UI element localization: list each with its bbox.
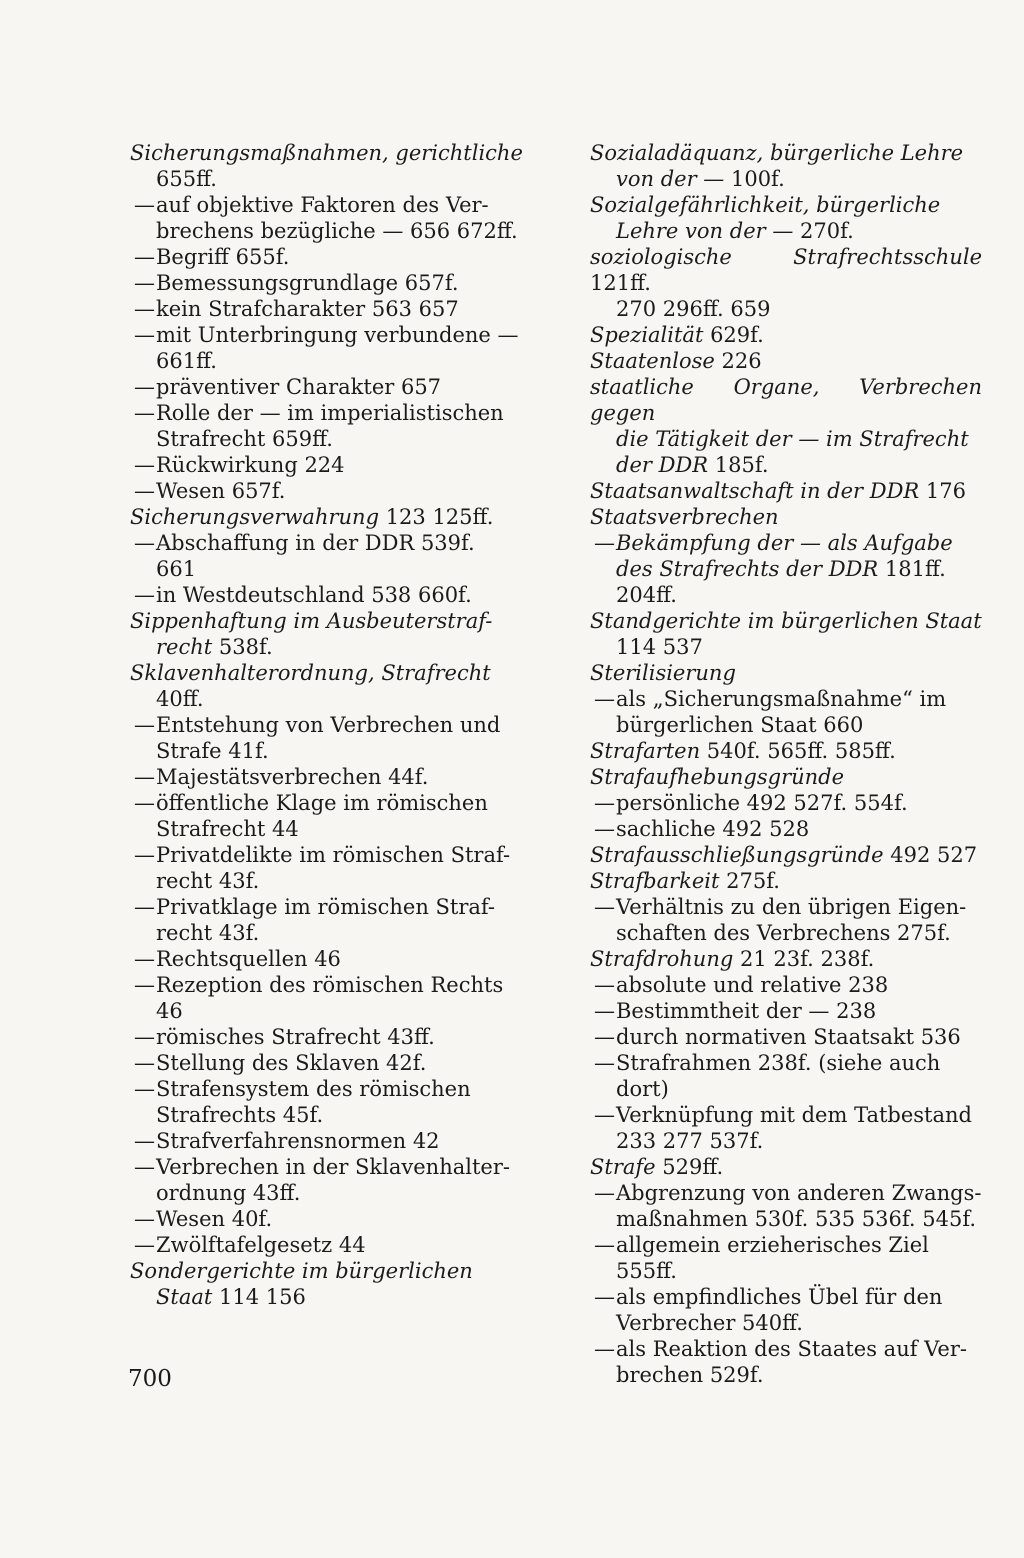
index-line <box>590 426 982 452</box>
index-line: Strafrecht 659ff. <box>156 427 333 451</box>
subentry-text: mit Unterbringung verbundene — <box>156 323 519 347</box>
dash-marker: — <box>134 843 155 867</box>
index-line <box>130 1076 525 1102</box>
index-line <box>130 296 525 322</box>
index-line <box>130 478 525 504</box>
subentry-text: sachliche 492 528 <box>616 817 810 841</box>
dash-marker: — <box>134 193 155 217</box>
index-line <box>590 972 982 998</box>
dash-marker: — <box>594 895 615 919</box>
subentry-text: Bestimmtheit der — 238 <box>616 999 877 1023</box>
index-line <box>590 504 982 530</box>
page-number: 700 <box>128 1366 172 1392</box>
subentry-text: Bemessungsgrundlage 657f. <box>156 271 459 295</box>
subentry-text: Zwölftafelgesetz 44 <box>156 1233 366 1257</box>
index-line <box>590 374 982 426</box>
index-keyword: Sterilisierung <box>590 661 736 685</box>
index-line: 555ff. <box>616 1259 677 1283</box>
index-page-refs: 492 527 <box>883 843 978 867</box>
index-keyword: Sippenhaftung im Ausbeuterstraf- <box>130 609 493 633</box>
dash-marker: — <box>594 973 615 997</box>
index-line: brechens bezügliche — 656 672ff. <box>156 219 518 243</box>
index-line <box>590 1102 982 1128</box>
subentry-text: Rechtsquellen 46 <box>156 947 341 971</box>
subentry-text: Wesen 657f. <box>156 479 286 503</box>
index-keyword: von der — <box>616 167 725 191</box>
dash-marker: — <box>134 401 155 425</box>
index-line <box>130 530 525 556</box>
index-line <box>130 894 525 920</box>
index-keyword: Staatsverbrechen <box>590 505 779 529</box>
index-line <box>130 1206 525 1232</box>
index-line <box>130 452 525 478</box>
index-keyword: Strafe <box>590 1155 656 1179</box>
index-keyword: soziologische Strafrechtsschule <box>590 245 982 269</box>
dash-marker: — <box>134 1233 155 1257</box>
dash-marker: — <box>134 479 155 503</box>
index-line <box>590 556 982 582</box>
subentry-text: Majestätsverbrechen 44f. <box>156 765 429 789</box>
subentry-text: Strafrahmen 238f. (siehe auch <box>616 1051 941 1075</box>
subentry-text: römisches Strafrecht 43ff. <box>156 1025 435 1049</box>
dash-marker: — <box>134 297 155 321</box>
subentry-text: Rolle der — im imperialistischen <box>156 401 504 425</box>
index-keyword: Lehre von der — <box>616 219 794 243</box>
subentry-text: Verbrechen in der Sklavenhalter- <box>156 1155 510 1179</box>
index-keyword: Strafausschließungsgründe <box>590 843 884 867</box>
index-line <box>130 270 525 296</box>
dash-marker: — <box>134 947 155 971</box>
index-keyword: Staatenlose <box>590 349 715 373</box>
subentry-text: auf objektive Faktoren des Ver- <box>156 193 489 217</box>
index-keyword: Sondergerichte im bürgerlichen <box>130 1259 473 1283</box>
index-line <box>590 1284 982 1310</box>
index-line: 270 296ff. 659 <box>616 297 771 321</box>
subentry-text: allgemein erzieherisches Ziel <box>616 1233 929 1257</box>
index-keyword: Sicherungsmaßnahmen, gerichtliche <box>130 141 523 165</box>
index-keyword: des Strafrechts der DDR <box>616 557 879 581</box>
index-line <box>130 712 525 738</box>
index-line <box>130 504 525 530</box>
index-keyword: staatliche Organe, Verbrechen gegen <box>590 375 982 425</box>
index-page-refs: 629f. <box>703 323 764 347</box>
index-line: ordnung 43ff. <box>156 1181 301 1205</box>
dash-marker: — <box>134 895 155 919</box>
index-keyword: Sozialadäquanz, bürgerliche Lehre <box>590 141 964 165</box>
dash-marker: — <box>134 245 155 269</box>
index-page-refs: 529ff. <box>655 1155 724 1179</box>
index-line: Strafrecht 44 <box>156 817 299 841</box>
dash-marker: — <box>134 973 155 997</box>
subentry-text: öffentliche Klage im römischen <box>156 791 488 815</box>
dash-marker: — <box>594 1337 615 1361</box>
index-line <box>130 1024 525 1050</box>
index-keyword: recht <box>156 635 213 659</box>
index-line <box>130 582 525 608</box>
index-line <box>130 244 525 270</box>
subentry-text: Wesen 40f. <box>156 1207 273 1231</box>
index-line <box>590 816 982 842</box>
subentry-text: Strafverfahrensnormen 42 <box>156 1129 440 1153</box>
index-page-refs: 226 <box>714 349 762 373</box>
index-line: dort) <box>616 1077 669 1101</box>
dash-marker: — <box>134 453 155 477</box>
dash-marker: — <box>594 1233 615 1257</box>
index-line <box>130 1284 525 1310</box>
subentry-text: Abschaffung in der DDR 539f. <box>156 531 475 555</box>
index-line: 655ff. <box>156 167 217 191</box>
index-keyword: Sicherungsverwahrung <box>130 505 380 529</box>
index-line <box>590 894 982 920</box>
index-line <box>590 166 982 192</box>
index-keyword: Strafarten <box>590 739 701 763</box>
dash-marker: — <box>134 1129 155 1153</box>
index-page-refs: 538f. <box>212 635 273 659</box>
index-line <box>590 348 982 374</box>
subentry-text: absolute und relative 238 <box>616 973 889 997</box>
index-line <box>590 686 982 712</box>
index-line <box>130 842 525 868</box>
dash-marker: — <box>594 999 615 1023</box>
dash-marker: — <box>134 323 155 347</box>
index-line <box>130 192 525 218</box>
index-page-refs: 100f. <box>724 167 785 191</box>
index-line: 46 <box>156 999 183 1023</box>
index-line <box>590 192 982 218</box>
dash-marker: — <box>134 1051 155 1075</box>
subentry-text: als empfindliches Übel für den <box>616 1285 943 1309</box>
index-line <box>590 790 982 816</box>
subentry-text: kein Strafcharakter 563 657 <box>156 297 459 321</box>
index-page-refs: 540f. 565ff. 585ff. <box>700 739 896 763</box>
dash-marker: — <box>594 1285 615 1309</box>
dash-marker: — <box>594 791 615 815</box>
index-keyword: Sklavenhalterordnung, Strafrecht <box>130 661 491 685</box>
subentry-text: Stellung des Sklaven 42f. <box>156 1051 427 1075</box>
index-page-refs: 114 156 <box>212 1285 306 1309</box>
index-keyword: Spezialität <box>590 323 704 347</box>
index-line <box>590 842 982 868</box>
index-line: 661ff. <box>156 349 217 373</box>
subentry-text: Privatdelikte im römischen Straf- <box>156 843 511 867</box>
dash-marker: — <box>594 687 615 711</box>
index-line: 114 537 <box>616 635 703 659</box>
index-line: 233 277 537f. <box>616 1129 764 1153</box>
index-line <box>130 140 525 166</box>
index-column-left <box>130 140 525 1310</box>
index-line <box>130 1258 525 1284</box>
index-line <box>590 1336 982 1362</box>
dash-marker: — <box>134 1207 155 1231</box>
index-line <box>590 1154 982 1180</box>
index-line: 204ff. <box>616 583 677 607</box>
dash-marker: — <box>134 765 155 789</box>
index-line: brechen 529f. <box>616 1363 764 1387</box>
index-line <box>590 946 982 972</box>
index-line: Strafrechts 45f. <box>156 1103 324 1127</box>
subentry-text: Verknüpfung mit dem Tatbestand <box>616 1103 972 1127</box>
index-keyword: Staatsanwaltschaft in der DDR <box>590 479 920 503</box>
index-keyword: Strafbarkeit <box>590 869 720 893</box>
dash-marker: — <box>134 583 155 607</box>
index-line <box>590 738 982 764</box>
subentry-text: Rückwirkung 224 <box>156 453 345 477</box>
index-line <box>590 1232 982 1258</box>
index-line <box>130 374 525 400</box>
index-line <box>590 452 982 478</box>
dash-marker: — <box>134 1025 155 1049</box>
index-line <box>130 764 525 790</box>
dash-marker: — <box>594 1103 615 1127</box>
index-line: Verbrecher 540ff. <box>616 1311 803 1335</box>
index-page-refs: 181ff. <box>878 557 946 581</box>
subentry-text: präventiver Charakter 657 <box>156 375 442 399</box>
subentry-text: als Reaktion des Staates auf Ver- <box>616 1337 967 1361</box>
dash-marker: — <box>134 1077 155 1101</box>
index-line: schaften des Verbrechens 275f. <box>616 921 951 945</box>
index-line <box>130 322 525 348</box>
subentry-text: persönliche 492 527f. 554f. <box>616 791 908 815</box>
index-line: 661 <box>156 557 197 581</box>
index-line <box>590 530 982 556</box>
index-line <box>130 1128 525 1154</box>
index-line: recht 43f. <box>156 921 260 945</box>
index-keyword: Standgerichte im bürgerlichen Staat <box>590 609 982 633</box>
subentry-text: Rezeption des römischen Rechts <box>156 973 504 997</box>
index-line <box>130 946 525 972</box>
subentry-text: Verhältnis zu den übrigen Eigen- <box>616 895 967 919</box>
index-line <box>590 1024 982 1050</box>
dash-marker: — <box>134 271 155 295</box>
index-line: maßnahmen 530f. 535 536f. 545f. <box>616 1207 977 1231</box>
index-line <box>590 322 982 348</box>
subentry-text: durch normativen Staatsakt 536 <box>616 1025 961 1049</box>
dash-marker: — <box>134 713 155 737</box>
index-line: Strafe 41f. <box>156 739 269 763</box>
subentry-text: Abgrenzung von anderen Zwangs- <box>616 1181 982 1205</box>
index-line <box>590 478 982 504</box>
dash-marker: — <box>594 1025 615 1049</box>
index-line <box>590 660 982 686</box>
index-line <box>130 972 525 998</box>
subentry-text: Privatklage im römischen Straf- <box>156 895 496 919</box>
index-line <box>590 868 982 894</box>
dash-marker: — <box>594 531 615 555</box>
index-line <box>130 400 525 426</box>
subentry-text: Strafensystem des römischen <box>156 1077 471 1101</box>
index-line: bürgerlichen Staat 660 <box>616 713 864 737</box>
dash-marker: — <box>594 817 615 841</box>
subentry-text: Begriff 655f. <box>156 245 290 269</box>
index-page-refs: 176 <box>919 479 966 503</box>
index-page-refs: 121ff. <box>590 271 651 295</box>
index-keyword: Strafaufhebungsgründe <box>590 765 845 789</box>
dash-marker: — <box>134 791 155 815</box>
index-line <box>130 660 525 686</box>
index-line <box>590 1180 982 1206</box>
dash-marker: — <box>134 375 155 399</box>
index-keyword: Sozialgefährlichkeit, bürgerliche <box>590 193 941 217</box>
subentry-text: Entstehung von Verbrechen und <box>156 713 501 737</box>
subentry-text: in Westdeutschland 538 660f. <box>156 583 472 607</box>
index-line <box>130 1232 525 1258</box>
dash-marker: — <box>134 531 155 555</box>
index-line <box>130 1050 525 1076</box>
index-line: 40ff. <box>156 687 204 711</box>
index-line <box>590 764 982 790</box>
index-page-refs: 123 125ff. <box>379 505 494 529</box>
dash-marker: — <box>594 1181 615 1205</box>
index-keyword: Strafdrohung <box>590 947 734 971</box>
index-line <box>130 634 525 660</box>
subentry-text: als „Sicherungsmaßnahme“ im <box>616 687 947 711</box>
index-line <box>590 140 982 166</box>
index-line <box>590 998 982 1024</box>
index-page-refs: 185f. <box>708 453 769 477</box>
index-page-refs: 21 23f. 238f. <box>733 947 875 971</box>
index-keyword: die Tätigkeit der — im Strafrecht <box>616 427 969 451</box>
index-line <box>130 608 525 634</box>
index-line <box>590 244 982 296</box>
index-column-right <box>590 140 982 1388</box>
index-page-refs: 275f. <box>719 869 780 893</box>
index-line <box>130 1154 525 1180</box>
subentry-text: Bekämpfung der — als Aufgabe <box>616 531 953 555</box>
index-line <box>590 1050 982 1076</box>
index-line <box>590 218 982 244</box>
index-line: recht 43f. <box>156 869 260 893</box>
index-line <box>130 790 525 816</box>
dash-marker: — <box>134 1155 155 1179</box>
index-keyword: Staat <box>156 1285 213 1309</box>
dash-marker: — <box>594 1051 615 1075</box>
index-line <box>590 608 982 634</box>
index-page-refs: 270f. <box>793 219 854 243</box>
index-keyword: der DDR <box>616 453 709 477</box>
